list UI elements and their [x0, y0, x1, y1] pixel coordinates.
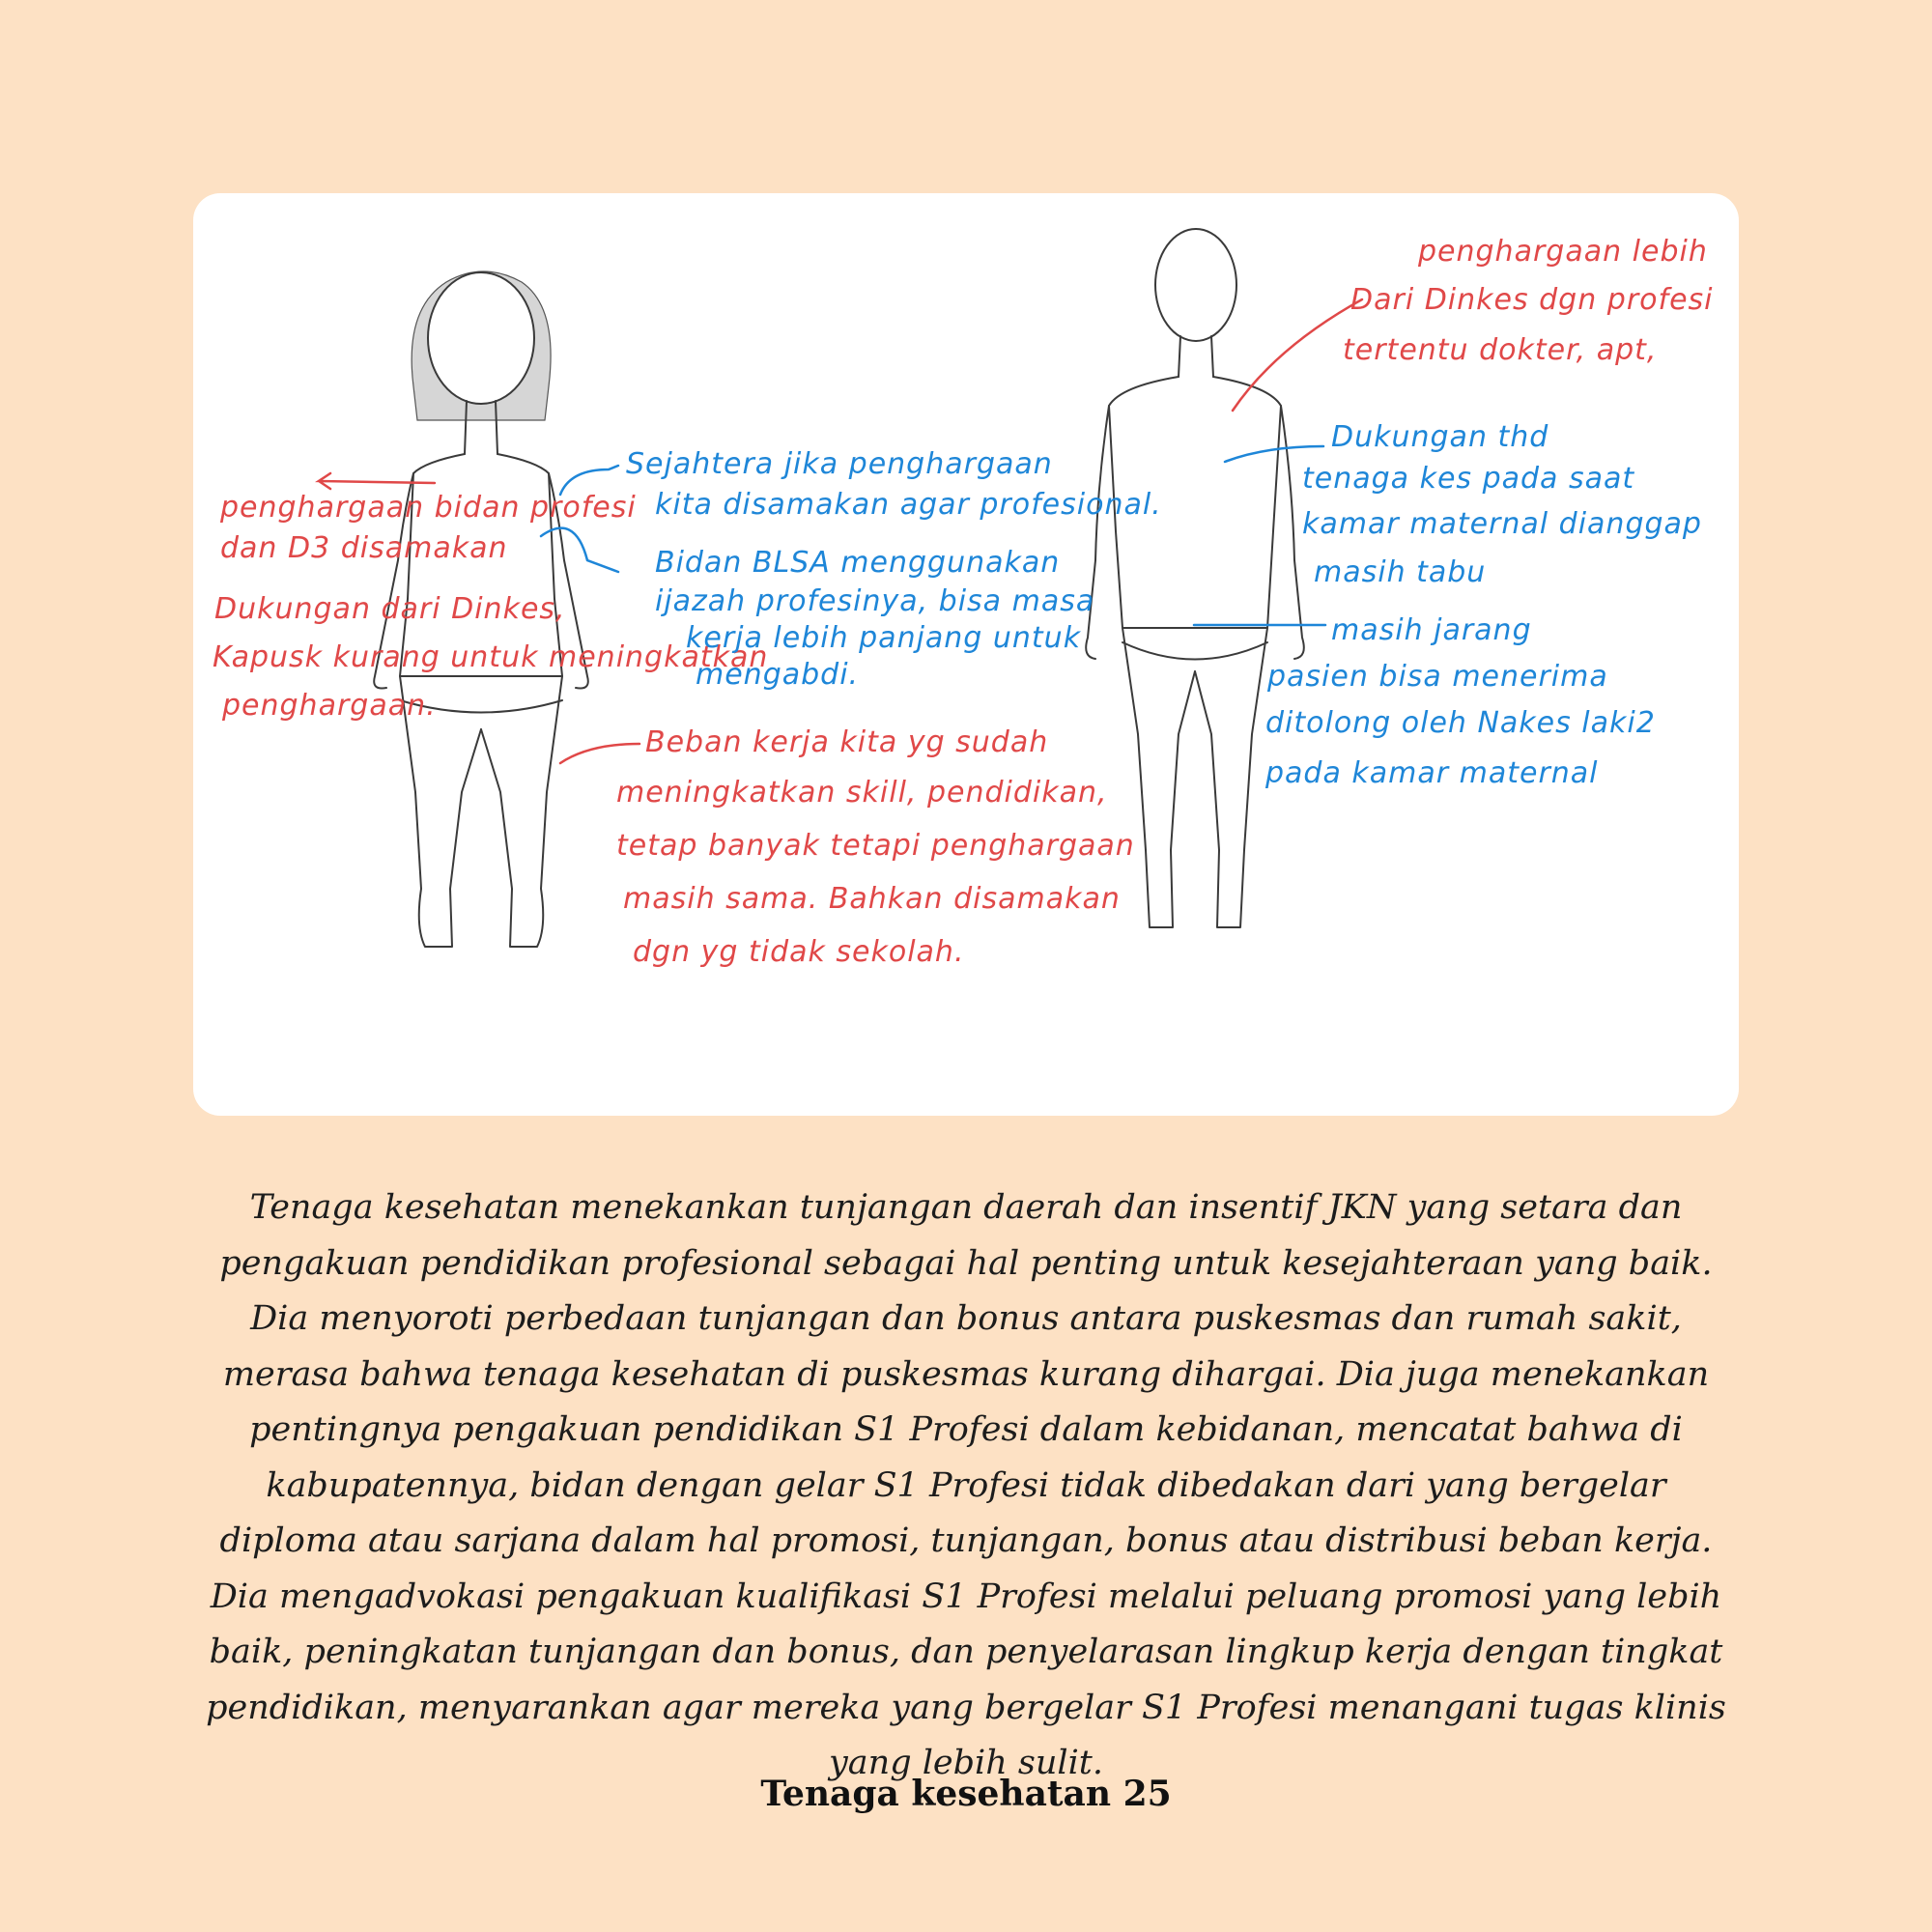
handwritten-note: dan D3 disamakan [220, 531, 508, 565]
handwritten-note: pada kamar maternal [1265, 756, 1599, 790]
handwritten-note: ijazah profesinya, bisa masa [655, 584, 1095, 618]
handwritten-note: tetap banyak tetapi penghargaan [616, 829, 1135, 863]
hand-drawn-body-map [193, 193, 1739, 1116]
handwritten-note: meningkatkan skill, pendidikan, [616, 776, 1108, 810]
handwritten-note: Sejahtera jika penghargaan [626, 447, 1053, 481]
attribution-label: Tenaga kesehatan 25 [760, 1774, 1172, 1814]
female-right-leg [481, 676, 562, 947]
handwritten-note: tertentu dokter, apt, [1343, 333, 1658, 367]
handwritten-note: dgn yg tidak sekolah. [633, 935, 965, 969]
male-hip [1122, 642, 1267, 660]
handwritten-note: kerja lebih panjang untuk [686, 621, 1082, 655]
handwritten-note: mengabdi. [696, 658, 860, 692]
handwritten-note: Bidan BLSA menggunakan [655, 546, 1061, 580]
handwritten-note: Beban kerja kita yg sudah [645, 725, 1049, 759]
male-left-leg [1122, 628, 1195, 927]
red-arrow-female-leg [560, 744, 639, 763]
handwritten-note: kita disamakan agar profesional. [655, 488, 1162, 522]
female-red-bottom-notes [616, 725, 1135, 969]
male-figure [1086, 229, 1304, 927]
handwritten-note: penghargaan bidan profesi [220, 491, 637, 525]
male-neck [1179, 336, 1213, 377]
sketch-card [193, 193, 1739, 1116]
handwritten-note: kamar maternal dianggap [1302, 507, 1702, 541]
blue-arrow-male-chest [1225, 446, 1323, 462]
handwritten-note: penghargaan lebih [1418, 235, 1708, 269]
handwritten-note: ditolong oleh Nakes laki2 [1265, 706, 1656, 740]
red-arrow-female-shoulder [319, 473, 435, 489]
caption-paragraph: Tenaga kesehatan menekankan tunjangan daerah dan insentif JKN yang setara dan pengakuan pendidikan profesional sebagai hal penting untuk kesejahteraan yang baik. Dia menyoroti perbedaan tunjangan dan bonus antara puskesmas dan rumah sakit, merasa bahwa tenaga kesehatan di puskesmas kurang dihargai. Dia juga menekankan pentingnya pengakuan pendidikan S1 Profesi dalam kebidanan, mencatat bahwa di kabupatennya, bidan dengan gelar S1 Profesi tidak dibedakan dari yang bergelar diploma atau sarjana dalam hal promosi, tunjangan, bonus atau distribusi beban kerja. Dia mengadvokasi pengakuan kualifikasi S1 Profesi melalui peluang promosi yang lebih baik, peningkatan tunjangan dan bonus, dan penyelarasan lingkup kerja dengan tingkat pendidikan, menyarankan agar mereka yang bergelar S1 Profesi menangani tugas klinis yang lebih sulit. [206, 1188, 1726, 1782]
male-left-arm [1086, 406, 1109, 659]
handwritten-note: Dukungan dari Dinkes, [214, 592, 566, 626]
handwritten-note: masih tabu [1314, 555, 1487, 589]
handwritten-note: penghargaan. [222, 689, 437, 723]
handwritten-note: masih sama. Bahkan disamakan [623, 882, 1121, 916]
male-right-leg [1195, 628, 1267, 927]
handwritten-note: pasien bisa menerima [1267, 660, 1608, 694]
handwritten-note: Dari Dinkes dgn profesi [1350, 283, 1714, 317]
handwritten-note: Kapusk kurang untuk meningkatkan [213, 640, 769, 674]
male-head [1155, 229, 1236, 341]
male-red-notes [1343, 235, 1714, 367]
female-head [428, 272, 534, 404]
male-right-arm [1281, 406, 1304, 659]
handwritten-note: tenaga kes pada saat [1302, 462, 1635, 496]
handwritten-note: Dukungan thd [1331, 420, 1549, 454]
male-blue-notes [1264, 420, 1702, 790]
handwritten-note: masih jarang [1331, 613, 1532, 647]
